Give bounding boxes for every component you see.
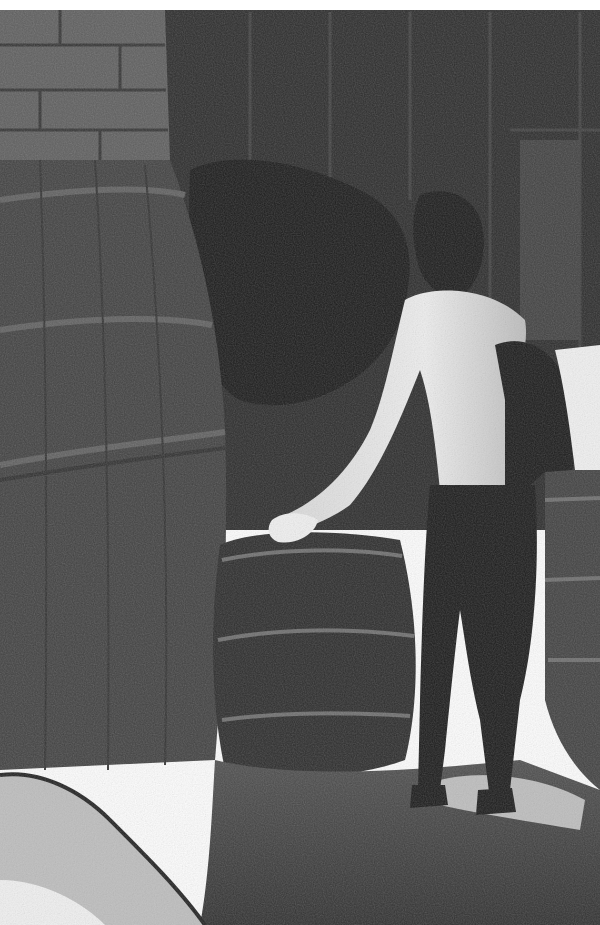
- film-grain: [0, 10, 600, 925]
